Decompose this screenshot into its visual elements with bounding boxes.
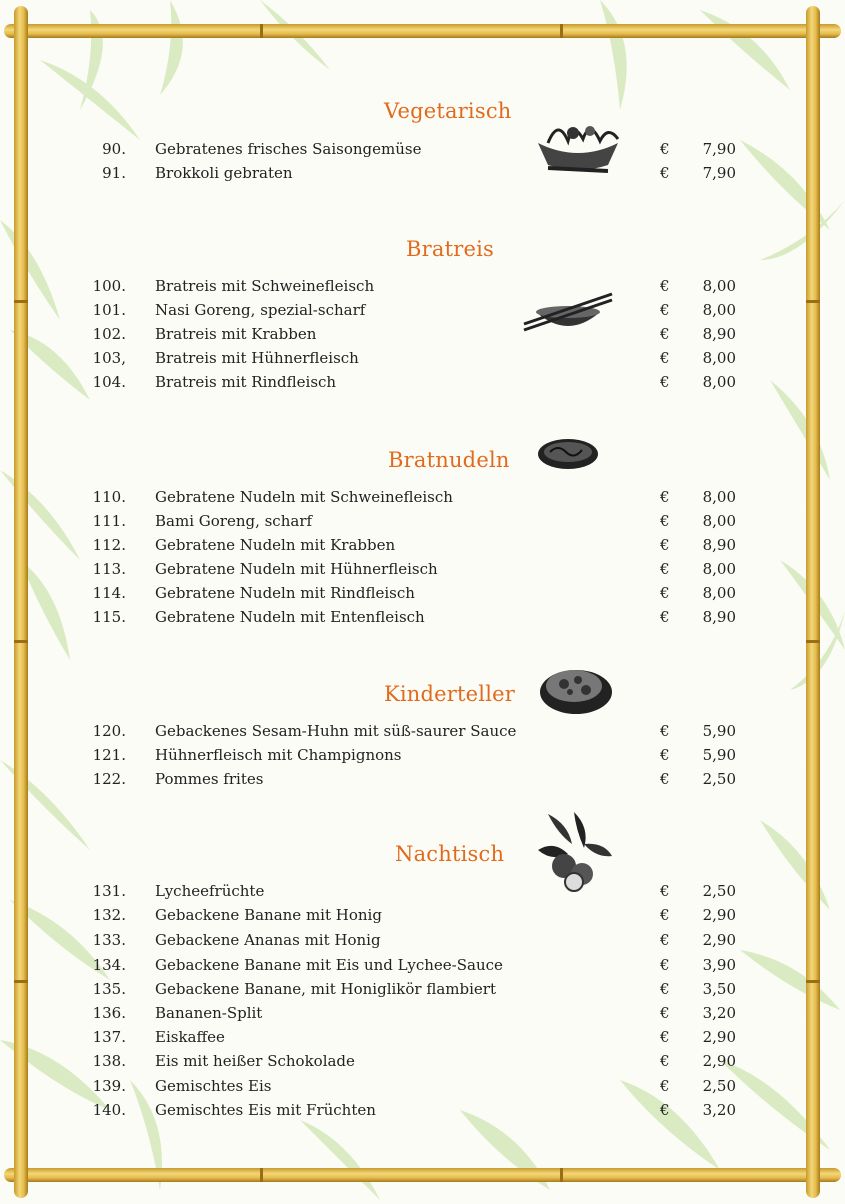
menu-item-row <box>0 768 845 790</box>
menu-item-row <box>0 904 845 926</box>
menu-item-row <box>0 1099 845 1121</box>
item-name: Gebackene Banane mit Eis und Lychee-Sauce <box>155 956 503 974</box>
item-number: 104. <box>92 373 126 391</box>
menu-item-row <box>0 880 845 902</box>
menu-item-row <box>0 299 845 321</box>
item-name: Bratreis mit Rindfleisch <box>155 373 337 391</box>
item-name: Gebratene Nudeln mit Rindfleisch <box>155 584 415 602</box>
noodle-plate-icon <box>536 436 600 472</box>
item-price: 8,00 <box>702 512 736 530</box>
item-number: 133. <box>92 931 126 949</box>
food-plate-icon <box>538 658 614 716</box>
menu-item-row <box>0 606 845 628</box>
item-currency: € <box>660 1077 670 1095</box>
item-price: 8,00 <box>702 277 736 295</box>
item-currency: € <box>660 1004 670 1022</box>
item-price: 3,90 <box>702 956 736 974</box>
item-price: 3,20 <box>702 1101 736 1119</box>
menu-item-row <box>0 582 845 604</box>
item-name: Gebackenes Sesam-Huhn mit süß-saurer Sauce <box>155 722 517 740</box>
item-name: Gebackene Banane mit Honig <box>155 906 382 924</box>
item-price: 5,90 <box>702 722 736 740</box>
item-number: 137. <box>92 1028 126 1046</box>
item-price: 2,50 <box>702 882 736 900</box>
item-currency: € <box>660 608 670 626</box>
item-price: 8,00 <box>702 301 736 319</box>
bamboo-knot <box>806 640 820 643</box>
item-currency: € <box>660 301 670 319</box>
item-name: Eis mit heißer Schokolade <box>155 1052 355 1070</box>
bamboo-knot <box>560 24 563 38</box>
item-currency: € <box>660 325 670 343</box>
item-number: 139. <box>92 1077 126 1095</box>
menu-item-row <box>0 720 845 742</box>
menu-item-row <box>0 138 845 160</box>
item-name: Bananen-Split <box>155 1004 263 1022</box>
item-price: 3,20 <box>702 1004 736 1022</box>
menu-item-row <box>0 486 845 508</box>
bamboo-knot <box>260 24 263 38</box>
item-number: 115. <box>92 608 126 626</box>
item-currency: € <box>660 906 670 924</box>
section-title-nachtisch: Nachtisch <box>395 842 505 866</box>
menu-item-row <box>0 510 845 532</box>
item-number: 134. <box>92 956 126 974</box>
item-name: Gebratenes frisches Saisongemüse <box>155 140 422 158</box>
item-price: 2,90 <box>702 1052 736 1070</box>
item-currency: € <box>660 349 670 367</box>
item-price: 8,90 <box>702 608 736 626</box>
item-number: 112. <box>92 536 126 554</box>
item-number: 91. <box>102 164 126 182</box>
item-name: Gebackene Banane, mit Honiglikör flambiert <box>155 980 497 998</box>
item-currency: € <box>660 277 670 295</box>
item-number: 100. <box>92 277 126 295</box>
item-number: 132. <box>92 906 126 924</box>
item-currency: € <box>660 931 670 949</box>
item-name: Lycheefrüchte <box>155 882 265 900</box>
item-price: 8,90 <box>702 325 736 343</box>
menu-item-row <box>0 929 845 951</box>
item-price: 8,00 <box>702 584 736 602</box>
menu-item-row <box>0 1050 845 1072</box>
item-number: 138. <box>92 1052 126 1070</box>
bamboo-frame-top <box>4 24 841 38</box>
item-currency: € <box>660 956 670 974</box>
menu-item-row <box>0 978 845 1000</box>
bamboo-knot <box>260 1168 263 1182</box>
item-price: 7,90 <box>702 164 736 182</box>
item-price: 8,00 <box>702 488 736 506</box>
item-price: 5,90 <box>702 746 736 764</box>
item-price: 2,50 <box>702 1077 736 1095</box>
item-currency: € <box>660 882 670 900</box>
menu-item-row <box>0 323 845 345</box>
bamboo-knot <box>560 1168 563 1182</box>
item-price: 3,50 <box>702 980 736 998</box>
item-price: 2,90 <box>702 931 736 949</box>
item-name: Gebratene Nudeln mit Hühnerfleisch <box>155 560 438 578</box>
item-name: Bratreis mit Schweinefleisch <box>155 277 375 295</box>
item-price: 7,90 <box>702 140 736 158</box>
item-price: 8,00 <box>702 560 736 578</box>
item-currency: € <box>660 512 670 530</box>
item-currency: € <box>660 722 670 740</box>
item-price: 8,90 <box>702 536 736 554</box>
menu-item-row <box>0 347 845 369</box>
item-currency: € <box>660 1028 670 1046</box>
item-currency: € <box>660 140 670 158</box>
section-title-kinderteller: Kinderteller <box>384 682 516 706</box>
section-title-vegetarisch: Vegetarisch <box>384 99 512 123</box>
item-currency: € <box>660 584 670 602</box>
menu-item-row <box>0 1075 845 1097</box>
item-number: 136. <box>92 1004 126 1022</box>
menu-item-row <box>0 275 845 297</box>
item-number: 120. <box>92 722 126 740</box>
item-currency: € <box>660 164 670 182</box>
item-name: Nasi Goreng, spezial-scharf <box>155 301 366 319</box>
bamboo-frame-bottom <box>4 1168 841 1182</box>
menu-item-row <box>0 534 845 556</box>
item-number: 135. <box>92 980 126 998</box>
item-number: 131. <box>92 882 126 900</box>
item-name: Pommes frites <box>155 770 264 788</box>
item-name: Gebratene Nudeln mit Schweinefleisch <box>155 488 453 506</box>
item-number: 114. <box>92 584 126 602</box>
item-name: Bratreis mit Krabben <box>155 325 317 343</box>
menu-item-row <box>0 162 845 184</box>
menu-item-row <box>0 558 845 580</box>
item-name: Eiskaffee <box>155 1028 225 1046</box>
section-title-bratreis: Bratreis <box>406 237 494 261</box>
item-number: 111. <box>92 512 126 530</box>
item-price: 8,00 <box>702 373 736 391</box>
item-number: 101. <box>92 301 126 319</box>
item-currency: € <box>660 770 670 788</box>
item-currency: € <box>660 560 670 578</box>
section-title-bratnudeln: Bratnudeln <box>388 448 510 472</box>
bamboo-knot <box>14 640 28 643</box>
item-name: Brokkoli gebraten <box>155 164 293 182</box>
item-price: 8,00 <box>702 349 736 367</box>
item-number: 102. <box>92 325 126 343</box>
item-name: Gemischtes Eis mit Früchten <box>155 1101 376 1119</box>
item-name: Gebratene Nudeln mit Krabben <box>155 536 396 554</box>
item-currency: € <box>660 746 670 764</box>
item-currency: € <box>660 488 670 506</box>
menu-item-row <box>0 371 845 393</box>
menu-item-row <box>0 1002 845 1024</box>
item-currency: € <box>660 1052 670 1070</box>
menu-item-row <box>0 954 845 976</box>
item-name: Hühnerfleisch mit Champignons <box>155 746 402 764</box>
item-price: 2,90 <box>702 906 736 924</box>
item-name: Gebratene Nudeln mit Entenfleisch <box>155 608 425 626</box>
item-currency: € <box>660 1101 670 1119</box>
item-number: 90. <box>102 140 126 158</box>
item-name: Gemischtes Eis <box>155 1077 272 1095</box>
item-name: Gebackene Ananas mit Honig <box>155 931 381 949</box>
item-price: 2,50 <box>702 770 736 788</box>
item-number: 113. <box>92 560 126 578</box>
item-currency: € <box>660 980 670 998</box>
item-name: Bratreis mit Hühnerfleisch <box>155 349 359 367</box>
item-number: 122. <box>92 770 126 788</box>
item-number: 140. <box>92 1101 126 1119</box>
item-name: Bami Goreng, scharf <box>155 512 313 530</box>
item-number: 103, <box>92 349 126 367</box>
item-price: 2,90 <box>702 1028 736 1046</box>
menu-item-row <box>0 744 845 766</box>
item-number: 121. <box>92 746 126 764</box>
item-currency: € <box>660 536 670 554</box>
item-number: 110. <box>92 488 126 506</box>
item-currency: € <box>660 373 670 391</box>
menu-item-row <box>0 1026 845 1048</box>
